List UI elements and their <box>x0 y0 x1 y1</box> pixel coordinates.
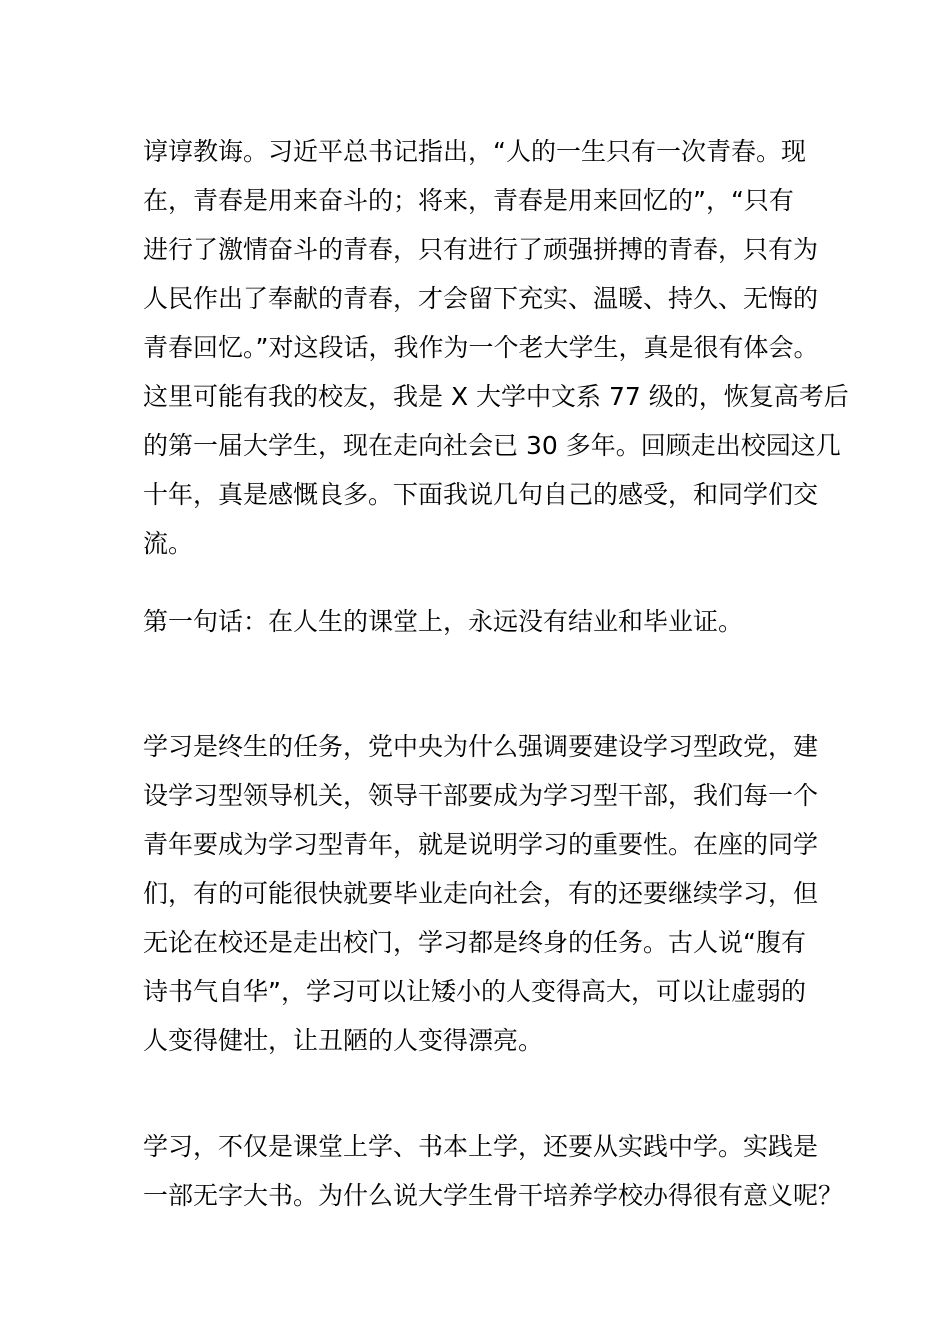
paragraph-line: 青春回忆。”对这段话，我作为一个老大学生，真是很有体会。 <box>143 333 819 362</box>
paragraph-intro <box>143 127 849 568</box>
paragraph-line: 十年，真是感慨良多。下面我说几句自己的感受，和同学们交 <box>143 480 819 509</box>
paragraph-line: 学习，不仅是课堂上学、书本上学，还要从实践中学。实践是 <box>143 1132 819 1161</box>
paragraph-first-saying <box>143 597 815 646</box>
paragraph-line: 人民作出了奉献的青春，才会留下充实、温暖、持久、无悔的 <box>143 284 819 313</box>
paragraph-line: 进行了激情奋斗的青春，只有进行了顽强拼搏的青春，只有为 <box>143 235 819 264</box>
paragraph-line: 第一句话：在人生的课堂上，永远没有结业和毕业证。 <box>143 607 744 636</box>
paragraph-line: 诗书气自华”，学习可以让矮小的人变得高大，可以让虚弱的 <box>143 977 806 1006</box>
paragraph-line: 无论在校还是走出校门，学习都是终身的任务。古人说“腹有 <box>143 928 806 957</box>
paragraph-line: 这里可能有我的校友，我是 X 大学中文系 77 级的，恢复高考后 <box>143 382 849 411</box>
paragraph-learning-practice <box>143 1122 844 1220</box>
paragraph-line: 人变得健壮，让丑陋的人变得漂亮。 <box>143 1026 544 1055</box>
paragraph-line: 一部无字大书。为什么说大学生骨干培养学校办得很有意义呢？ <box>143 1181 844 1210</box>
paragraph-line: 流。 <box>143 529 194 558</box>
paragraph-line: 的第一届大学生，现在走向社会已 30 多年。回顾走出校园这几 <box>143 431 841 460</box>
paragraph-line: 学习是终生的任务，党中央为什么强调要建设学习型政党，建 <box>143 732 819 761</box>
paragraph-learning-lifelong <box>143 722 819 1065</box>
paragraph-line: 设学习型领导机关，领导干部要成为学习型干部，我们每一个 <box>143 781 819 810</box>
paragraph-line: 在，青春是用来奋斗的；将来，青春是用来回忆的”，“只有 <box>143 186 794 215</box>
paragraph-line: 青年要成为学习型青年，就是说明学习的重要性。在座的同学 <box>143 830 819 859</box>
paragraph-line: 们，有的可能很快就要毕业走向社会，有的还要继续学习，但 <box>143 879 819 908</box>
paragraph-line: 谆谆教诲。习近平总书记指出，“人的一生只有一次青春。现 <box>143 137 806 166</box>
